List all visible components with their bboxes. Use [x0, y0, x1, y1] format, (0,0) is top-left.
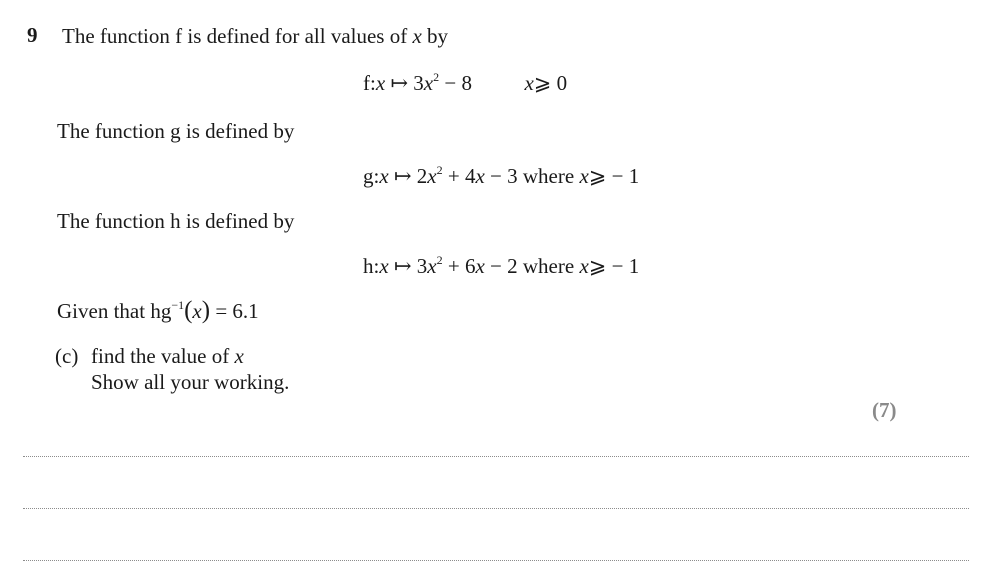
h-condition: ⩾ − 1	[588, 254, 640, 278]
part-c-instruction: Show all your working.	[91, 370, 290, 394]
function-h-definition	[363, 253, 639, 279]
g-expr-var: x	[427, 164, 437, 188]
answer-line[interactable]	[23, 508, 969, 509]
given-label: Given that	[57, 299, 146, 323]
intro-variable: x	[412, 24, 422, 48]
question-number: 9	[27, 23, 38, 47]
g-const: − 3	[490, 164, 518, 188]
f-cond-var: x	[524, 71, 534, 95]
f-expr-var: x	[423, 71, 434, 95]
part-c-question: find the value of	[91, 344, 230, 368]
f-const: − 8	[444, 71, 472, 95]
g-colon: :	[373, 164, 380, 188]
answer-line[interactable]	[23, 456, 969, 457]
intro-text: The function f is defined for all values of	[62, 24, 408, 48]
f-coef: 3	[413, 71, 424, 95]
marks-indicator: (7)	[872, 398, 897, 422]
function-f-definition	[363, 70, 567, 96]
h-power: 2	[436, 253, 443, 267]
g-condition: ⩾ − 1	[588, 164, 640, 188]
f-var: x	[375, 71, 386, 95]
h-const: − 2	[490, 254, 518, 278]
h-colon: :	[373, 254, 380, 278]
given-rhs: = 6.1	[215, 299, 259, 323]
h-linear-var: x	[475, 254, 485, 278]
question-intro	[62, 23, 448, 49]
part-c-label: (c)	[55, 344, 79, 368]
left-paren: (	[184, 297, 193, 324]
right-paren: )	[201, 297, 211, 324]
g-intro: The function g is defined by	[57, 119, 295, 143]
h-name: h	[363, 254, 374, 278]
g-linear-var: x	[475, 164, 485, 188]
g-cond-var: x	[579, 164, 589, 188]
intro-end: by	[427, 24, 449, 48]
g-power: 2	[436, 163, 443, 177]
maps-to-symbol: ↦	[393, 164, 412, 188]
g-var: x	[379, 164, 389, 188]
f-power: 2	[433, 70, 440, 84]
h-linear-coef: + 6	[447, 254, 476, 278]
h-coef: 3	[416, 254, 428, 278]
inverse-power: −1	[171, 298, 185, 312]
function-g-definition	[363, 163, 639, 189]
given-composite-fn: hg	[150, 299, 172, 323]
maps-to-symbol: ↦	[390, 71, 409, 95]
f-name: f	[363, 71, 370, 95]
h-where: where	[522, 254, 575, 278]
f-colon: :	[370, 71, 376, 95]
part-c-var: x	[234, 344, 244, 368]
given-var: x	[192, 299, 202, 323]
part-c-text	[91, 343, 244, 369]
g-coef: 2	[416, 164, 428, 188]
h-var: x	[379, 254, 389, 278]
given-condition	[57, 298, 259, 324]
f-condition: ⩾ 0	[533, 71, 568, 95]
h-intro: The function h is defined by	[57, 209, 295, 233]
g-linear-coef: + 4	[447, 164, 476, 188]
answer-line[interactable]	[23, 560, 969, 561]
h-cond-var: x	[579, 254, 589, 278]
maps-to-symbol: ↦	[393, 254, 412, 278]
h-expr-var: x	[427, 254, 437, 278]
g-where: where	[522, 164, 575, 188]
g-name: g	[363, 164, 374, 188]
